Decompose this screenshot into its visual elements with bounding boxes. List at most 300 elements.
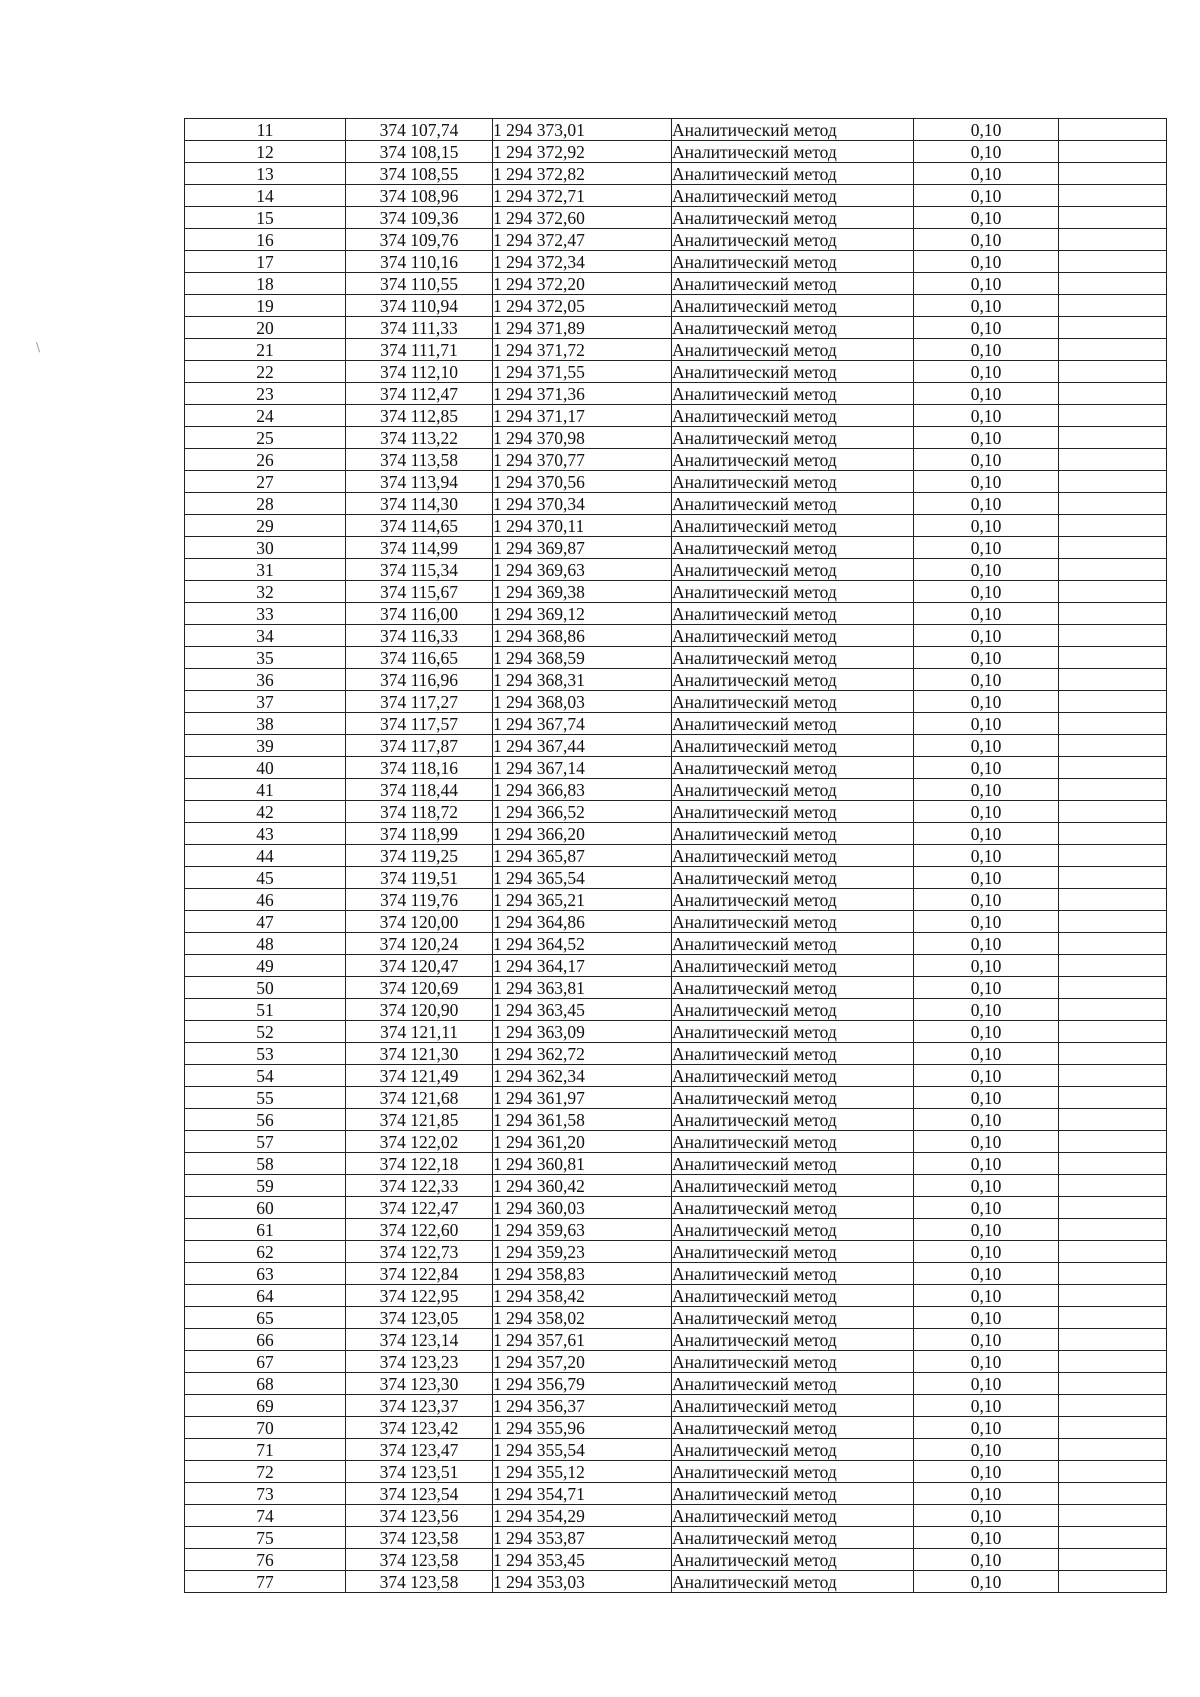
accuracy-cell: 0,10 <box>914 1109 1059 1131</box>
y-coordinate-cell: 1 294 363,45 <box>493 999 672 1021</box>
accuracy-cell: 0,10 <box>914 493 1059 515</box>
accuracy-cell: 0,10 <box>914 207 1059 229</box>
note-cell <box>1059 1241 1167 1263</box>
x-coordinate-cell: 374 123,23 <box>346 1351 493 1373</box>
point-number-cell: 73 <box>185 1483 346 1505</box>
table-row <box>185 471 1167 493</box>
accuracy-cell: 0,10 <box>914 185 1059 207</box>
point-number-cell: 55 <box>185 1087 346 1109</box>
table-row <box>185 1153 1167 1175</box>
accuracy-cell: 0,10 <box>914 735 1059 757</box>
point-number-cell: 76 <box>185 1549 346 1571</box>
method-cell: Аналитический метод <box>672 229 914 251</box>
table-row <box>185 1263 1167 1285</box>
accuracy-cell: 0,10 <box>914 1131 1059 1153</box>
x-coordinate-cell: 374 117,27 <box>346 691 493 713</box>
table-row <box>185 735 1167 757</box>
note-cell <box>1059 1043 1167 1065</box>
method-cell: Аналитический метод <box>672 933 914 955</box>
accuracy-cell: 0,10 <box>914 1065 1059 1087</box>
accuracy-cell: 0,10 <box>914 999 1059 1021</box>
x-coordinate-cell: 374 107,74 <box>346 119 493 141</box>
x-coordinate-cell: 374 117,57 <box>346 713 493 735</box>
point-number-cell: 17 <box>185 251 346 273</box>
accuracy-cell: 0,10 <box>914 515 1059 537</box>
y-coordinate-cell: 1 294 367,74 <box>493 713 672 735</box>
x-coordinate-cell: 374 122,95 <box>346 1285 493 1307</box>
accuracy-cell: 0,10 <box>914 339 1059 361</box>
method-cell: Аналитический метод <box>672 691 914 713</box>
method-cell: Аналитический метод <box>672 449 914 471</box>
x-coordinate-cell: 374 121,85 <box>346 1109 493 1131</box>
table-row <box>185 1527 1167 1549</box>
point-number-cell: 13 <box>185 163 346 185</box>
method-cell: Аналитический метод <box>672 361 914 383</box>
method-cell: Аналитический метод <box>672 427 914 449</box>
y-coordinate-cell: 1 294 371,17 <box>493 405 672 427</box>
scan-speck: \ <box>36 340 41 354</box>
y-coordinate-cell: 1 294 370,77 <box>493 449 672 471</box>
accuracy-cell: 0,10 <box>914 1307 1059 1329</box>
method-cell: Аналитический метод <box>672 647 914 669</box>
y-coordinate-cell: 1 294 372,60 <box>493 207 672 229</box>
x-coordinate-cell: 374 113,58 <box>346 449 493 471</box>
point-number-cell: 44 <box>185 845 346 867</box>
method-cell: Аналитический метод <box>672 581 914 603</box>
x-coordinate-cell: 374 112,85 <box>346 405 493 427</box>
method-cell: Аналитический метод <box>672 1153 914 1175</box>
x-coordinate-cell: 374 117,87 <box>346 735 493 757</box>
note-cell <box>1059 801 1167 823</box>
x-coordinate-cell: 374 115,34 <box>346 559 493 581</box>
x-coordinate-cell: 374 120,00 <box>346 911 493 933</box>
x-coordinate-cell: 374 118,72 <box>346 801 493 823</box>
point-number-cell: 47 <box>185 911 346 933</box>
table-row <box>185 603 1167 625</box>
table-row <box>185 845 1167 867</box>
accuracy-cell: 0,10 <box>914 1241 1059 1263</box>
y-coordinate-cell: 1 294 372,47 <box>493 229 672 251</box>
point-number-cell: 75 <box>185 1527 346 1549</box>
y-coordinate-cell: 1 294 356,79 <box>493 1373 672 1395</box>
table-row <box>185 581 1167 603</box>
y-coordinate-cell: 1 294 367,14 <box>493 757 672 779</box>
y-coordinate-cell: 1 294 369,38 <box>493 581 672 603</box>
accuracy-cell: 0,10 <box>914 867 1059 889</box>
accuracy-cell: 0,10 <box>914 691 1059 713</box>
point-number-cell: 15 <box>185 207 346 229</box>
point-number-cell: 33 <box>185 603 346 625</box>
point-number-cell: 20 <box>185 317 346 339</box>
y-coordinate-cell: 1 294 363,09 <box>493 1021 672 1043</box>
y-coordinate-cell: 1 294 354,29 <box>493 1505 672 1527</box>
y-coordinate-cell: 1 294 355,54 <box>493 1439 672 1461</box>
point-number-cell: 57 <box>185 1131 346 1153</box>
table-row <box>185 779 1167 801</box>
x-coordinate-cell: 374 116,00 <box>346 603 493 625</box>
x-coordinate-cell: 374 111,33 <box>346 317 493 339</box>
method-cell: Аналитический метод <box>672 625 914 647</box>
y-coordinate-cell: 1 294 363,81 <box>493 977 672 999</box>
note-cell <box>1059 713 1167 735</box>
method-cell: Аналитический метод <box>672 339 914 361</box>
y-coordinate-cell: 1 294 366,83 <box>493 779 672 801</box>
accuracy-cell: 0,10 <box>914 669 1059 691</box>
note-cell <box>1059 1153 1167 1175</box>
table-row <box>185 229 1167 251</box>
accuracy-cell: 0,10 <box>914 955 1059 977</box>
method-cell: Аналитический метод <box>672 889 914 911</box>
method-cell: Аналитический метод <box>672 911 914 933</box>
note-cell <box>1059 1351 1167 1373</box>
method-cell: Аналитический метод <box>672 1131 914 1153</box>
point-number-cell: 71 <box>185 1439 346 1461</box>
x-coordinate-cell: 374 116,65 <box>346 647 493 669</box>
note-cell <box>1059 1219 1167 1241</box>
y-coordinate-cell: 1 294 371,89 <box>493 317 672 339</box>
table-row <box>185 1571 1167 1593</box>
y-coordinate-cell: 1 294 357,61 <box>493 1329 672 1351</box>
y-coordinate-cell: 1 294 353,03 <box>493 1571 672 1593</box>
table-row <box>185 625 1167 647</box>
method-cell: Аналитический метод <box>672 823 914 845</box>
y-coordinate-cell: 1 294 366,20 <box>493 823 672 845</box>
table-row <box>185 911 1167 933</box>
accuracy-cell: 0,10 <box>914 823 1059 845</box>
x-coordinate-cell: 374 123,47 <box>346 1439 493 1461</box>
y-coordinate-cell: 1 294 368,03 <box>493 691 672 713</box>
table-row <box>185 1373 1167 1395</box>
table-row <box>185 295 1167 317</box>
note-cell <box>1059 273 1167 295</box>
note-cell <box>1059 1439 1167 1461</box>
accuracy-cell: 0,10 <box>914 119 1059 141</box>
x-coordinate-cell: 374 120,69 <box>346 977 493 999</box>
x-coordinate-cell: 374 122,18 <box>346 1153 493 1175</box>
accuracy-cell: 0,10 <box>914 1395 1059 1417</box>
accuracy-cell: 0,10 <box>914 405 1059 427</box>
accuracy-cell: 0,10 <box>914 1285 1059 1307</box>
point-number-cell: 18 <box>185 273 346 295</box>
table-row <box>185 823 1167 845</box>
table-row <box>185 361 1167 383</box>
point-number-cell: 72 <box>185 1461 346 1483</box>
x-coordinate-cell: 374 121,49 <box>346 1065 493 1087</box>
x-coordinate-cell: 374 122,60 <box>346 1219 493 1241</box>
y-coordinate-cell: 1 294 368,31 <box>493 669 672 691</box>
note-cell <box>1059 669 1167 691</box>
table-row <box>185 1087 1167 1109</box>
note-cell <box>1059 1021 1167 1043</box>
method-cell: Аналитический метод <box>672 1351 914 1373</box>
accuracy-cell: 0,10 <box>914 1439 1059 1461</box>
accuracy-cell: 0,10 <box>914 449 1059 471</box>
point-number-cell: 12 <box>185 141 346 163</box>
note-cell <box>1059 339 1167 361</box>
y-coordinate-cell: 1 294 367,44 <box>493 735 672 757</box>
table-row <box>185 867 1167 889</box>
note-cell <box>1059 229 1167 251</box>
x-coordinate-cell: 374 121,68 <box>346 1087 493 1109</box>
table-row <box>185 559 1167 581</box>
method-cell: Аналитический метод <box>672 295 914 317</box>
x-coordinate-cell: 374 114,99 <box>346 537 493 559</box>
note-cell <box>1059 1175 1167 1197</box>
method-cell: Аналитический метод <box>672 801 914 823</box>
x-coordinate-cell: 374 114,30 <box>346 493 493 515</box>
point-number-cell: 64 <box>185 1285 346 1307</box>
point-number-cell: 40 <box>185 757 346 779</box>
table-row <box>185 1175 1167 1197</box>
table-row <box>185 1241 1167 1263</box>
note-cell <box>1059 1329 1167 1351</box>
accuracy-cell: 0,10 <box>914 141 1059 163</box>
table-row <box>185 955 1167 977</box>
method-cell: Аналитический метод <box>672 757 914 779</box>
method-cell: Аналитический метод <box>672 1219 914 1241</box>
point-number-cell: 65 <box>185 1307 346 1329</box>
note-cell <box>1059 1197 1167 1219</box>
point-number-cell: 68 <box>185 1373 346 1395</box>
x-coordinate-cell: 374 109,76 <box>346 229 493 251</box>
note-cell <box>1059 1307 1167 1329</box>
y-coordinate-cell: 1 294 372,92 <box>493 141 672 163</box>
accuracy-cell: 0,10 <box>914 229 1059 251</box>
point-number-cell: 56 <box>185 1109 346 1131</box>
method-cell: Аналитический метод <box>672 1483 914 1505</box>
table-row <box>185 1483 1167 1505</box>
method-cell: Аналитический метод <box>672 273 914 295</box>
table-row <box>185 251 1167 273</box>
table-row <box>185 1043 1167 1065</box>
accuracy-cell: 0,10 <box>914 647 1059 669</box>
point-number-cell: 42 <box>185 801 346 823</box>
point-number-cell: 19 <box>185 295 346 317</box>
point-number-cell: 41 <box>185 779 346 801</box>
point-number-cell: 50 <box>185 977 346 999</box>
note-cell <box>1059 361 1167 383</box>
table-row <box>185 383 1167 405</box>
method-cell: Аналитический метод <box>672 1109 914 1131</box>
point-number-cell: 34 <box>185 625 346 647</box>
accuracy-cell: 0,10 <box>914 1527 1059 1549</box>
y-coordinate-cell: 1 294 357,20 <box>493 1351 672 1373</box>
method-cell: Аналитический метод <box>672 1241 914 1263</box>
note-cell <box>1059 427 1167 449</box>
y-coordinate-cell: 1 294 361,20 <box>493 1131 672 1153</box>
method-cell: Аналитический метод <box>672 493 914 515</box>
table-row <box>185 1505 1167 1527</box>
method-cell: Аналитический метод <box>672 867 914 889</box>
accuracy-cell: 0,10 <box>914 295 1059 317</box>
table-row <box>185 713 1167 735</box>
y-coordinate-cell: 1 294 372,20 <box>493 273 672 295</box>
x-coordinate-cell: 374 119,51 <box>346 867 493 889</box>
point-number-cell: 24 <box>185 405 346 427</box>
note-cell <box>1059 757 1167 779</box>
note-cell <box>1059 1483 1167 1505</box>
y-coordinate-cell: 1 294 369,63 <box>493 559 672 581</box>
accuracy-cell: 0,10 <box>914 383 1059 405</box>
x-coordinate-cell: 374 108,96 <box>346 185 493 207</box>
x-coordinate-cell: 374 123,58 <box>346 1527 493 1549</box>
y-coordinate-cell: 1 294 368,59 <box>493 647 672 669</box>
method-cell: Аналитический метод <box>672 1285 914 1307</box>
method-cell: Аналитический метод <box>672 559 914 581</box>
method-cell: Аналитический метод <box>672 603 914 625</box>
accuracy-cell: 0,10 <box>914 1263 1059 1285</box>
accuracy-cell: 0,10 <box>914 559 1059 581</box>
table-row <box>185 317 1167 339</box>
accuracy-cell: 0,10 <box>914 603 1059 625</box>
y-coordinate-cell: 1 294 372,82 <box>493 163 672 185</box>
accuracy-cell: 0,10 <box>914 1175 1059 1197</box>
accuracy-cell: 0,10 <box>914 977 1059 999</box>
accuracy-cell: 0,10 <box>914 1021 1059 1043</box>
method-cell: Аналитический метод <box>672 383 914 405</box>
point-number-cell: 60 <box>185 1197 346 1219</box>
table-row <box>185 1439 1167 1461</box>
note-cell <box>1059 867 1167 889</box>
accuracy-cell: 0,10 <box>914 1153 1059 1175</box>
point-number-cell: 48 <box>185 933 346 955</box>
accuracy-cell: 0,10 <box>914 779 1059 801</box>
accuracy-cell: 0,10 <box>914 471 1059 493</box>
method-cell: Аналитический метод <box>672 537 914 559</box>
table-row <box>185 1417 1167 1439</box>
note-cell <box>1059 449 1167 471</box>
x-coordinate-cell: 374 122,47 <box>346 1197 493 1219</box>
table-row <box>185 1461 1167 1483</box>
x-coordinate-cell: 374 109,36 <box>346 207 493 229</box>
note-cell <box>1059 1527 1167 1549</box>
x-coordinate-cell: 374 120,24 <box>346 933 493 955</box>
point-number-cell: 31 <box>185 559 346 581</box>
x-coordinate-cell: 374 122,84 <box>346 1263 493 1285</box>
table-row <box>185 405 1167 427</box>
point-number-cell: 30 <box>185 537 346 559</box>
method-cell: Аналитический метод <box>672 977 914 999</box>
table-row <box>185 207 1167 229</box>
table-row <box>185 141 1167 163</box>
note-cell <box>1059 141 1167 163</box>
method-cell: Аналитический метод <box>672 845 914 867</box>
note-cell <box>1059 405 1167 427</box>
accuracy-cell: 0,10 <box>914 1505 1059 1527</box>
table-row <box>185 1131 1167 1153</box>
y-coordinate-cell: 1 294 360,81 <box>493 1153 672 1175</box>
table-row <box>185 1109 1167 1131</box>
point-number-cell: 54 <box>185 1065 346 1087</box>
accuracy-cell: 0,10 <box>914 801 1059 823</box>
y-coordinate-cell: 1 294 368,86 <box>493 625 672 647</box>
point-number-cell: 45 <box>185 867 346 889</box>
note-cell <box>1059 559 1167 581</box>
point-number-cell: 26 <box>185 449 346 471</box>
table-row <box>185 647 1167 669</box>
accuracy-cell: 0,10 <box>914 1329 1059 1351</box>
y-coordinate-cell: 1 294 364,52 <box>493 933 672 955</box>
y-coordinate-cell: 1 294 370,34 <box>493 493 672 515</box>
note-cell <box>1059 471 1167 493</box>
method-cell: Аналитический метод <box>672 515 914 537</box>
note-cell <box>1059 911 1167 933</box>
point-number-cell: 39 <box>185 735 346 757</box>
y-coordinate-cell: 1 294 360,03 <box>493 1197 672 1219</box>
note-cell <box>1059 1395 1167 1417</box>
accuracy-cell: 0,10 <box>914 537 1059 559</box>
point-number-cell: 36 <box>185 669 346 691</box>
table-row <box>185 999 1167 1021</box>
x-coordinate-cell: 374 111,71 <box>346 339 493 361</box>
y-coordinate-cell: 1 294 360,42 <box>493 1175 672 1197</box>
table-row <box>185 449 1167 471</box>
point-number-cell: 77 <box>185 1571 346 1593</box>
x-coordinate-cell: 374 123,30 <box>346 1373 493 1395</box>
method-cell: Аналитический метод <box>672 1571 914 1593</box>
coordinates-table-body <box>185 119 1167 1593</box>
accuracy-cell: 0,10 <box>914 361 1059 383</box>
y-coordinate-cell: 1 294 358,42 <box>493 1285 672 1307</box>
method-cell: Аналитический метод <box>672 1461 914 1483</box>
y-coordinate-cell: 1 294 355,96 <box>493 1417 672 1439</box>
accuracy-cell: 0,10 <box>914 757 1059 779</box>
point-number-cell: 52 <box>185 1021 346 1043</box>
x-coordinate-cell: 374 116,33 <box>346 625 493 647</box>
note-cell <box>1059 1373 1167 1395</box>
note-cell <box>1059 185 1167 207</box>
y-coordinate-cell: 1 294 355,12 <box>493 1461 672 1483</box>
accuracy-cell: 0,10 <box>914 427 1059 449</box>
table-row <box>185 691 1167 713</box>
method-cell: Аналитический метод <box>672 779 914 801</box>
point-number-cell: 67 <box>185 1351 346 1373</box>
table-row <box>185 669 1167 691</box>
note-cell <box>1059 845 1167 867</box>
accuracy-cell: 0,10 <box>914 1417 1059 1439</box>
method-cell: Аналитический метод <box>672 1373 914 1395</box>
y-coordinate-cell: 1 294 359,23 <box>493 1241 672 1263</box>
point-number-cell: 29 <box>185 515 346 537</box>
table-row <box>185 273 1167 295</box>
x-coordinate-cell: 374 123,56 <box>346 1505 493 1527</box>
accuracy-cell: 0,10 <box>914 251 1059 273</box>
method-cell: Аналитический метод <box>672 1197 914 1219</box>
table-row <box>185 757 1167 779</box>
note-cell <box>1059 999 1167 1021</box>
table-row <box>185 493 1167 515</box>
accuracy-cell: 0,10 <box>914 163 1059 185</box>
note-cell <box>1059 1571 1167 1593</box>
accuracy-cell: 0,10 <box>914 581 1059 603</box>
accuracy-cell: 0,10 <box>914 317 1059 339</box>
point-number-cell: 69 <box>185 1395 346 1417</box>
method-cell: Аналитический метод <box>672 405 914 427</box>
y-coordinate-cell: 1 294 365,21 <box>493 889 672 911</box>
table-row <box>185 1065 1167 1087</box>
x-coordinate-cell: 374 116,96 <box>346 669 493 691</box>
x-coordinate-cell: 374 118,99 <box>346 823 493 845</box>
method-cell: Аналитический метод <box>672 1065 914 1087</box>
table-row <box>185 1549 1167 1571</box>
table-row <box>185 1219 1167 1241</box>
method-cell: Аналитический метод <box>672 317 914 339</box>
method-cell: Аналитический метод <box>672 1087 914 1109</box>
y-coordinate-cell: 1 294 370,11 <box>493 515 672 537</box>
note-cell <box>1059 1131 1167 1153</box>
x-coordinate-cell: 374 123,14 <box>346 1329 493 1351</box>
y-coordinate-cell: 1 294 373,01 <box>493 119 672 141</box>
